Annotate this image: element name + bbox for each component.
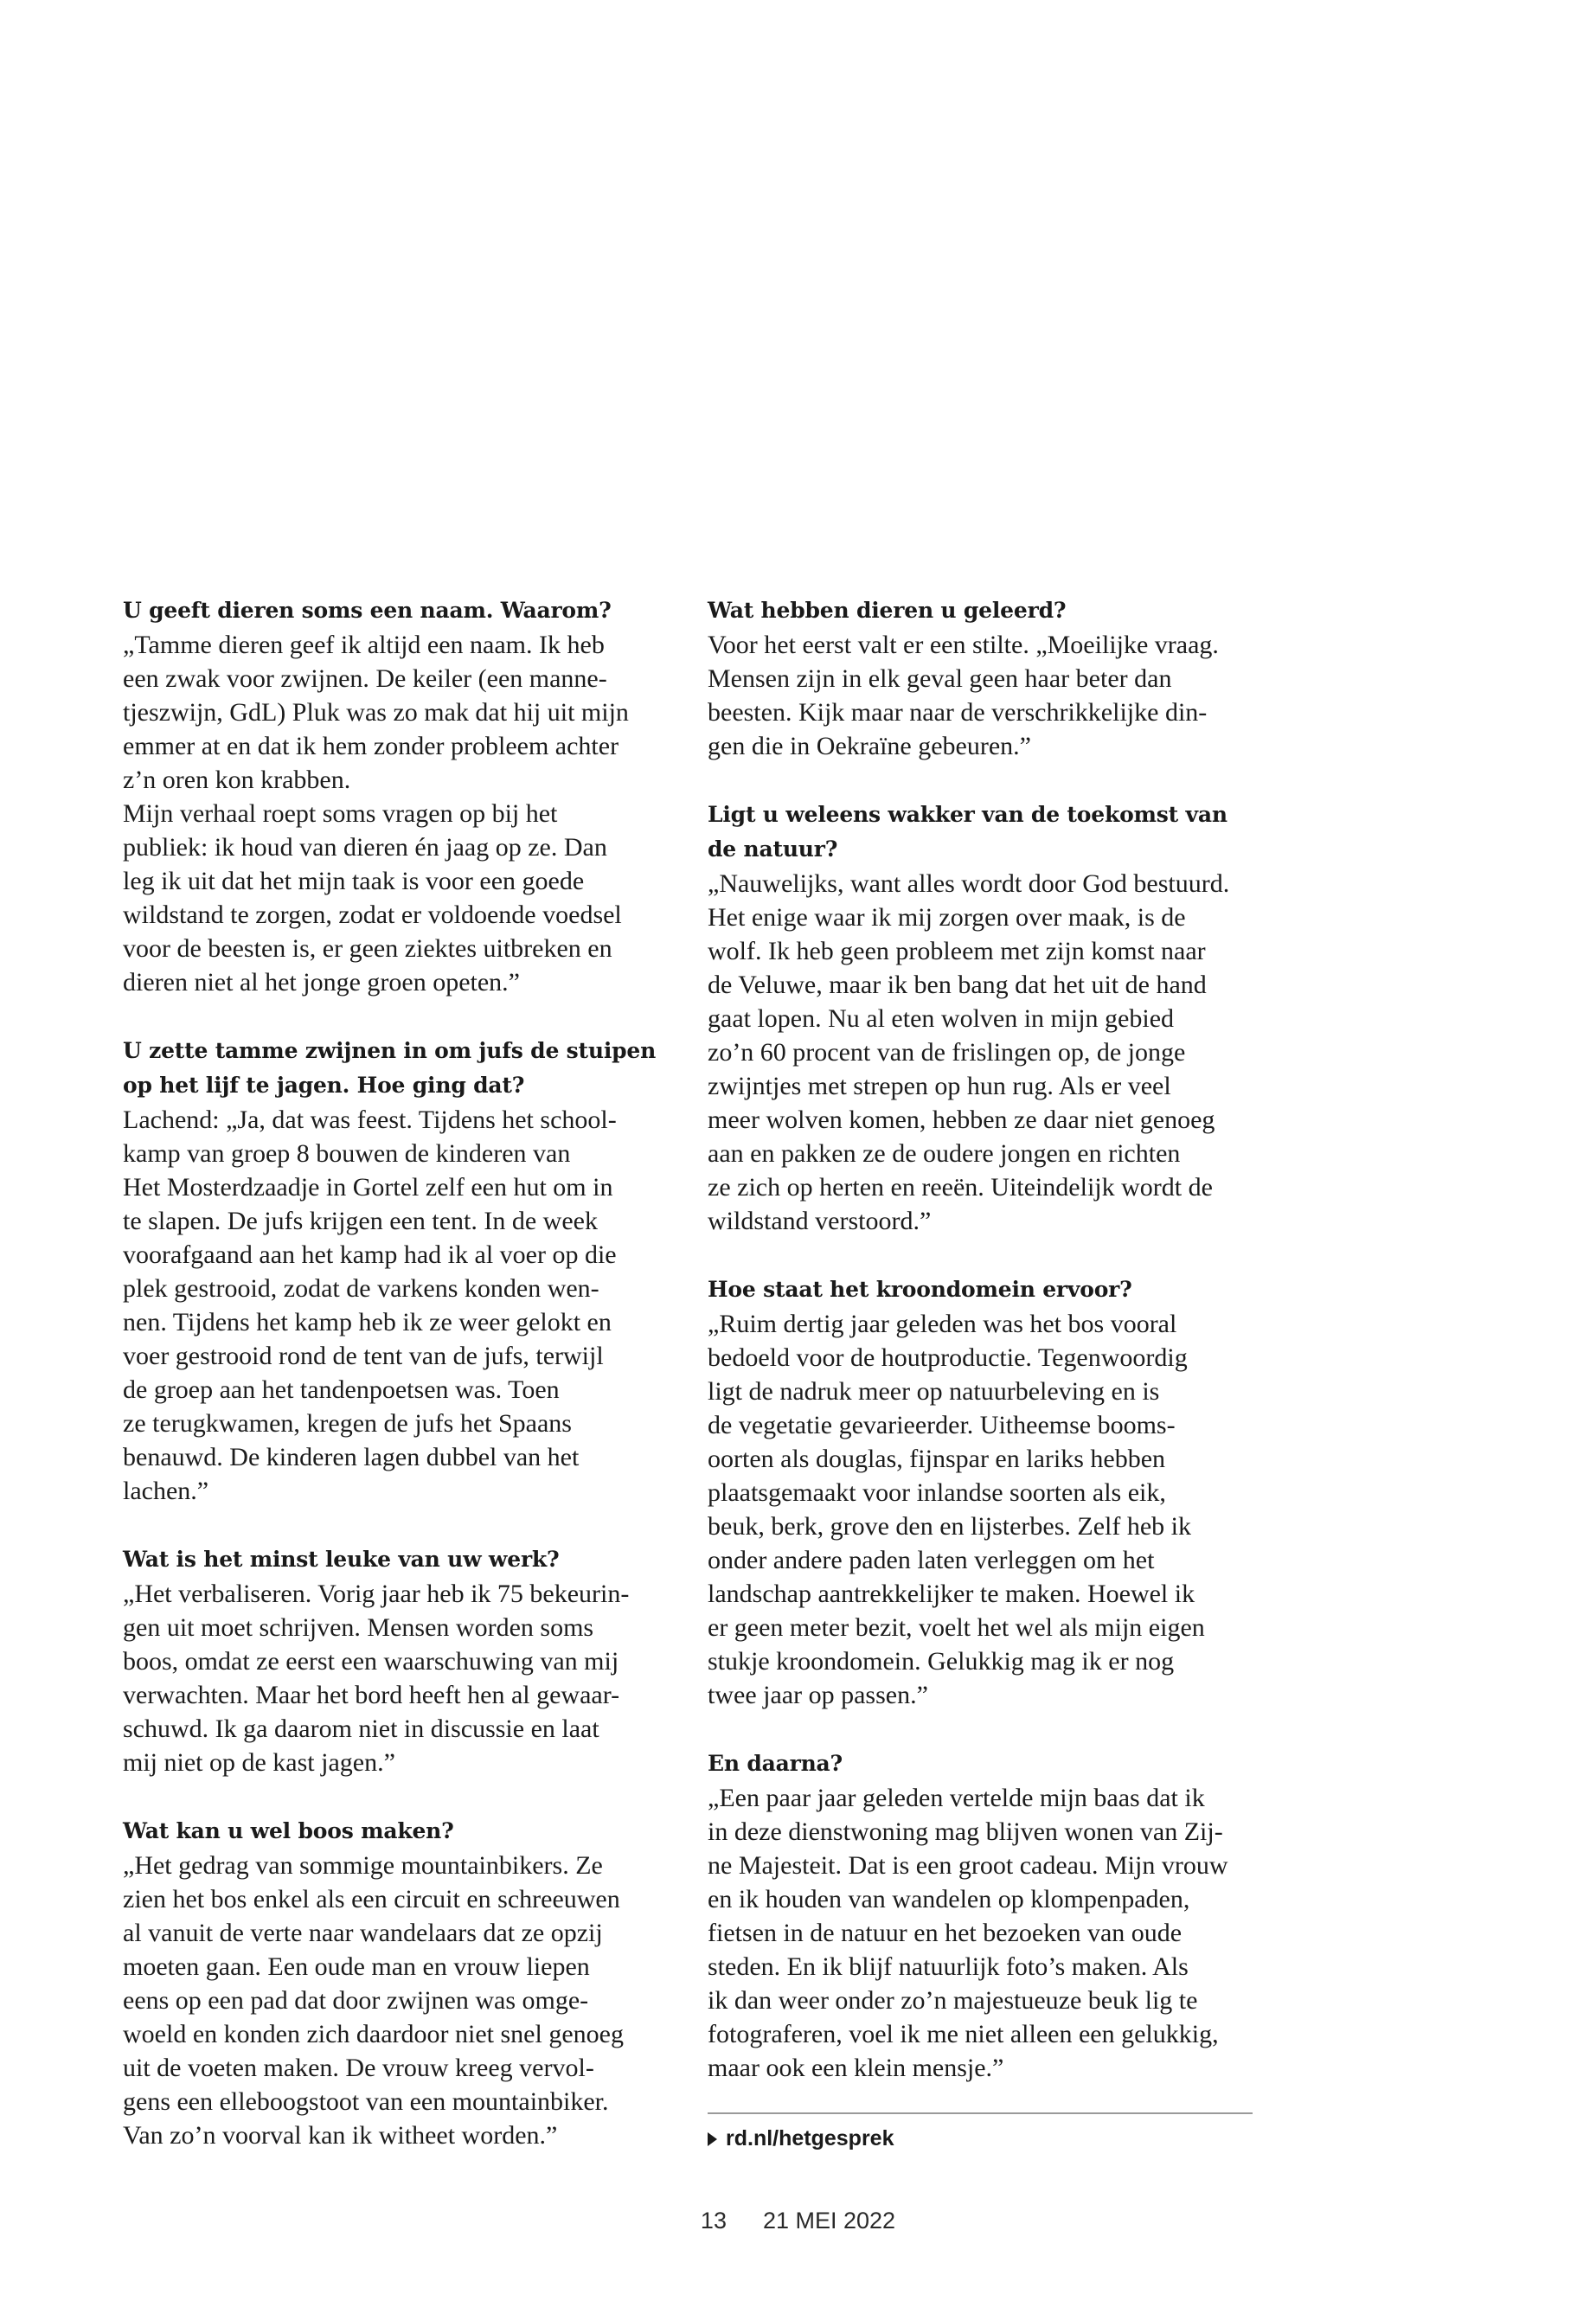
text-line: emmer at en dat ik hem zonder probleem achter [123,732,619,760]
text-line: verwachten. Maar het bord heeft hen al gewaar- [123,1681,620,1709]
qa-section [123,1814,676,2152]
text-line: „Tamme dieren geef ik altijd een naam. Ik heb [123,631,605,659]
text-line: beuk, berk, grove den en lijsterbes. Zelf heb ik [708,1512,1191,1541]
question-heading: U geeft dieren soms een naam. Waarom? [123,598,612,623]
text-line: aan en pakken ze de oudere jongen en richten [708,1139,1181,1168]
text-line: schuwd. Ik ga daarom niet in discussie en laat [123,1715,599,1743]
text-line: publiek: ik houd van dieren én jaag op ze. Dan [123,833,607,862]
text-line: gen die in Oekraïne gebeuren.” [708,732,1031,760]
text-line: er geen meter bezit, voelt het wel als mijn eigen [708,1613,1205,1642]
right-column [708,593,1261,2151]
text-line: voer gestrooid rond de tent van de jufs, terwijl [123,1342,604,1370]
text-line: in deze dienstwoning mag blijven wonen van Zij- [708,1817,1223,1846]
text-line: Mensen zijn in elk geval geen haar beter dan [708,664,1172,693]
qa-section [708,1747,1261,2085]
text-line: uit de voeten maken. De vrouw kreeg vervol- [123,2054,594,2082]
text-line: beesten. Kijk maar naar de verschrikkelijke din- [708,698,1208,727]
text-line: plek gestrooid, zodat de varkens konden wen- [123,1274,599,1303]
text-line: fietsen in de natuur en het bezoeken van oude [708,1919,1183,1947]
text-line: al vanuit de verte naar wandelaars dat ze opzij [123,1919,603,1947]
text-line: steden. En ik blijf natuurlijk foto’s maken. Als [708,1952,1189,1981]
text-line: gaat lopen. Nu al eten wolven in mijn gebied [708,1004,1175,1033]
text-line: maar ook een klein mensje.” [708,2054,1004,2082]
qa-section [708,593,1261,763]
text-line: wildstand verstoord.” [708,1207,932,1235]
article-link[interactable] [708,2126,1261,2151]
question-heading: Wat kan u wel boos maken? [123,1818,454,1843]
text-line: een zwak voor zwijnen. De keiler (een manne- [123,664,607,693]
text-line: eens op een pad dat door zwijnen was omge- [123,1986,589,2015]
text-line: benauwd. De kinderen lagen dubbel van het [123,1443,580,1471]
text-line: plaatsgemaakt voor inlandse soorten als eik, [708,1478,1166,1507]
text-line: ligt de nadruk meer op natuurbeleving en is [708,1377,1160,1406]
page-footer [0,2208,1596,2234]
text-line: te slapen. De jufs krijgen een tent. In de week [123,1207,598,1235]
text-line: bedoeld voor de houtproductie. Tegenwoordig [708,1343,1188,1372]
text-line: voor de beesten is, er geen ziektes uitbreken en [123,934,612,963]
page-number: 13 [700,2208,727,2234]
text-line: Mijn verhaal roept soms vragen op bij het [123,799,558,828]
text-line: tjeszwijn, GdL) Pluk was zo mak dat hij uit mijn [123,698,629,727]
qa-section [123,1034,676,1508]
text-line: „Ruim dertig jaar geleden was het bos vooral [708,1310,1177,1338]
text-line: twee jaar op passen.” [708,1681,928,1709]
text-line: stukje kroondomein. Gelukkig mag ik er nog [708,1647,1175,1676]
text-line: „Een paar jaar geleden vertelde mijn baas dat ik [708,1784,1205,1812]
text-line: fotograferen, voel ik me niet alleen een gelukkig, [708,2020,1219,2048]
text-line: zwijntjes met strepen op hun rug. Als er veel [708,1072,1171,1100]
text-line: oorten als douglas, fijnspar en lariks hebben [708,1445,1166,1473]
article-link-text[interactable]: rd.nl/hetgesprek [726,2126,894,2150]
answer-text [123,1577,676,1779]
right-sections [708,593,1261,2085]
text-line: Het Mosterdzaadje in Gortel zelf een hut om in [123,1173,613,1202]
answer-text [123,628,676,999]
text-line: woeld en konden zich daardoor niet snel genoeg [123,2020,624,2048]
text-line: „Het gedrag van sommige mountainbikers. Ze [123,1851,603,1880]
text-line: nen. Tijdens het kamp heb ik ze weer gelokt en [123,1308,612,1336]
text-line: zo’n 60 procent van de frislingen op, de jonge [708,1038,1186,1067]
text-line: Van zo’n voorval kan ik witheet worden.” [123,2121,558,2150]
text-line: ne Majesteit. Dat is een groot cadeau. Mijn vrouw [708,1851,1228,1880]
question-heading: En daarna? [708,1751,843,1776]
answer-text [708,867,1261,1238]
question-heading: Wat is het minst leuke van uw werk? [123,1547,560,1572]
text-line: landschap aantrekkelijker te maken. Hoewel ik [708,1580,1195,1608]
text-line: moeten gaan. Een oude man en vrouw liepen [123,1952,590,1981]
text-line: leg ik uit dat het mijn taak is voor een goede [123,867,585,895]
text-line: kamp van groep 8 bouwen de kinderen van [123,1139,571,1168]
answer-text [708,628,1261,763]
text-line: dieren niet al het jonge groen opeten.” [123,968,520,997]
text-line: Voor het eerst valt er een stilte. „Moeilijke vraag. [708,631,1219,659]
text-line: z’n oren kon krabben. [123,766,351,794]
question-heading: Hoe staat het kroondomein ervoor? [708,1277,1132,1302]
answer-text [708,1307,1261,1712]
answer-text [123,1103,676,1508]
text-line: Lachend: „Ja, dat was feest. Tijdens het school- [123,1106,617,1134]
text-line: Het enige waar ik mij zorgen over maak, is de [708,903,1186,932]
text-line: wolf. Ik heb geen probleem met zijn komst naar [708,937,1206,965]
answer-text [708,1781,1261,2085]
text-line: en ik houden van wandelen op klompenpaden, [708,1885,1190,1913]
text-line: ze terugkwamen, kregen de jufs het Spaans [123,1409,572,1438]
text-line: zien het bos enkel als een circuit en schreeuwen [123,1885,620,1913]
text-line: meer wolven komen, hebben ze daar niet genoeg [708,1106,1215,1134]
text-line: mij niet op de kast jagen.” [123,1748,395,1777]
text-line: wildstand te zorgen, zodat er voldoende voedsel [123,901,622,929]
text-line: de groep aan het tandenpoetsen was. Toen [123,1375,560,1404]
question-heading: Wat hebben dieren u geleerd? [708,598,1067,623]
qa-section [708,798,1261,1238]
text-line: boos, omdat ze eerst een waarschuwing van mij [123,1647,619,1676]
qa-section [708,1272,1261,1712]
question-heading: Ligt u weleens wakker van de toekomst van de natuur? [708,802,1227,862]
text-line: lachen.” [123,1477,209,1505]
question-heading: U zette tamme zwijnen in om jufs de stuipen op het lijf te jagen. Hoe ging dat? [123,1038,657,1098]
text-line: gen uit moet schrijven. Mensen worden soms [123,1613,594,1642]
issue-date: 21 MEI 2022 [762,2208,896,2234]
text-line: voorafgaand aan het kamp had ik al voer op die [123,1240,617,1269]
text-line: ze zich op herten en reeën. Uiteindelijk wordt de [708,1173,1213,1202]
text-line: ik dan weer onder zo’n majestueuze beuk lig te [708,1986,1198,2015]
left-column [123,593,676,2187]
answer-text [123,1849,676,2152]
qa-section [123,593,676,999]
qa-section [123,1542,676,1779]
text-line: de vegetatie gevarieerder. Uitheemse booms- [708,1411,1176,1439]
text-line: onder andere paden laten verleggen om het [708,1546,1155,1574]
divider-rule [708,2112,1253,2114]
text-line: gens een elleboogstoot van een mountainbiker. [123,2087,609,2116]
text-line: de Veluwe, maar ik ben bang dat het uit de hand [708,971,1207,999]
text-line: „Nauwelijks, want alles wordt door God bestuurd. [708,869,1230,898]
play-triangle-icon [708,2132,717,2146]
text-line: „Het verbaliseren. Vorig jaar heb ik 75 bekeurin- [123,1580,630,1608]
